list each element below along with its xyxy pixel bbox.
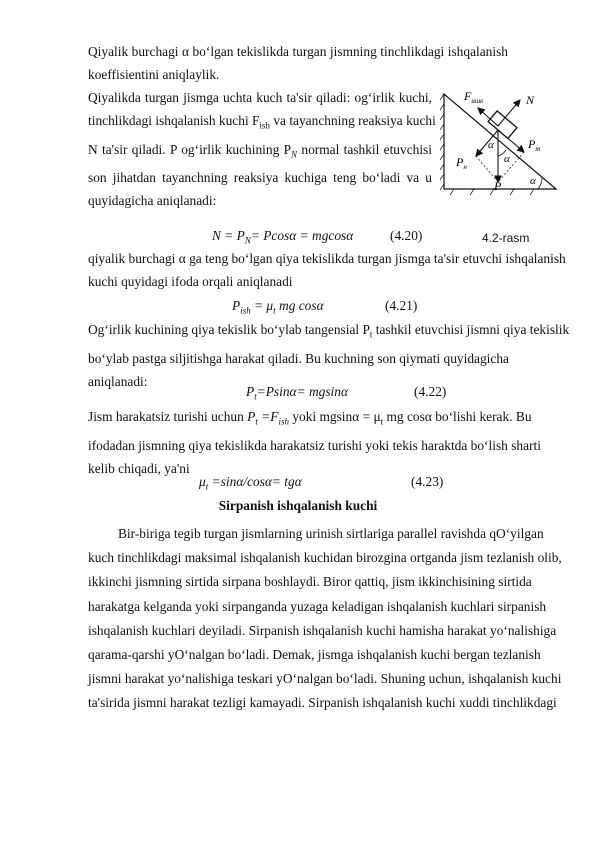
text-line: qarama-qarshi yO‘nalgan bo‘ladi. Demak, jismga ishqalanish kuchi bergan tezlanish xyxy=(88,647,541,663)
dashed-projection-1 xyxy=(498,152,524,182)
text-line: bo‘ylab pastga siljitishga harakat qiladi. Bu kuchning son qiymati quyidagicha xyxy=(88,350,509,366)
alpha-label-1: α xyxy=(488,139,494,151)
normal-component-arrow xyxy=(476,130,498,156)
text-line: Jism harakatsiz turishi uchun $P_t =F_{ish}$ yoki $mgsin\alpha = \mu_t$ mg cosα bo‘lishi kerak. Bu xyxy=(88,409,532,427)
normal-force-label: N xyxy=(526,93,535,107)
paragraph-intro xyxy=(88,40,508,86)
alpha-arc-base xyxy=(538,178,542,189)
text-line: ifodadan jismning qiya tekislikda harakatsiz turishi yoki tekis haraktda bo‘lish sharti xyxy=(88,437,541,453)
equation-number: (4.23) xyxy=(411,474,444,489)
text-line: ishqalanish kuchlari deyiladi. Sirpanish ishqalanish kuchi hamisha harakat yo‘nalishiga xyxy=(88,622,557,638)
text-line: koeffisientini aniqlaylik. xyxy=(88,67,220,82)
equation-number: (4.21) xyxy=(385,298,418,313)
alpha-label-3: α xyxy=(530,175,536,187)
equation-4-20: $N = P_N= Pcos\alpha = mgcos\alpha$ xyxy=(212,228,354,246)
equation-number: (4.20) xyxy=(390,228,423,243)
gravity-label: P xyxy=(494,179,502,193)
text-line: kuchi quyidagi ifoda orqali aniqlanadi xyxy=(88,274,293,289)
equation-4-23: $\mu_t =\sin\alpha/\cos\alpha= tg\alpha$ xyxy=(199,474,302,492)
incline-triangle xyxy=(444,94,556,189)
alpha-label-2: α xyxy=(504,153,510,165)
text-line: kuch tinchlikdagi maksimal ishqalanish kuchidan birozgina ortganda jism tezlanish olib, xyxy=(88,550,562,566)
text-line: harakatga kelganda yoki sirpanganda yuzaga keladigan ishqalanish kuchlari sirpanish xyxy=(88,598,547,614)
text-line: ikkinchi jismning sirtida sirpana boshlaydi. Biror qattiq, jism ikkinchisining sirtida xyxy=(88,574,532,590)
text-line: kelib chiqadi, ya'ni xyxy=(88,460,190,476)
text-line: son jihatdan tayanchning reaksiya kuchiga teng bo‘ladi va u xyxy=(88,170,432,186)
text-line: Qiyalikda turgan jismga uchta kuch ta'sir qiladi: og‘irlik kuchi, xyxy=(88,90,432,105)
paragraph-rest-condition xyxy=(88,405,541,480)
text-line: N ta'sir qiladi. P og‘irlik kuchining $P_N$ normal tashkil etuvchisi xyxy=(88,141,432,160)
paragraph-tangential xyxy=(88,318,570,393)
text-line: qiyalik burchagi α ga teng bo‘lgan qiya tekislikda turgan jismga ta'sir etuvchi ishqalanish xyxy=(88,251,566,266)
equation-number: (4.22) xyxy=(414,384,447,399)
text-line: quyidagicha aniqlanadi: xyxy=(88,193,217,209)
incline-hatching xyxy=(440,94,534,195)
text-line: ta'sirida jismni harakat tezligi kamayadi. Sirpanish ishqalanish kuchi xuddi tinchlikdagi xyxy=(88,695,557,711)
equation-4-22: $P_t=Psin\alpha= mgsin\alpha$ xyxy=(246,384,348,402)
text-line: Og‘irlik kuchining qiya tekislik bo‘ylab tangensial $P_t$ tashkil etuvchisi jismni qiya tekislik xyxy=(88,322,570,340)
text-line: Bir-biriga tegib turgan jismlarning urinish sirtlariga parallel ravishda qO‘yilgan xyxy=(118,526,544,541)
friction-force-label: $F_{ишк}$ xyxy=(464,89,484,105)
equation-4-21: $P_{ish} = \mu_t$ mg cosα xyxy=(232,298,324,316)
normal-component-label: $P_н$ xyxy=(456,155,467,171)
paragraph-sliding-friction xyxy=(88,522,562,716)
text-line: aniqlanadi: xyxy=(88,373,148,389)
paragraph-friction-expression xyxy=(88,247,566,293)
text-line: jismni harakat yo‘nalishiga teskari yO‘nalgan bo‘ladi. Shuning uchun, ishqalanish kuchi xyxy=(88,671,562,687)
paragraph-forces xyxy=(88,86,436,212)
section-heading: Sirpanish ishqalanish kuchi xyxy=(218,498,378,513)
tangential-component-label: $P_т$ xyxy=(528,137,541,153)
text-line: Qiyalik burchagi α bo‘lgan tekislikda turgan jismning tinchlikdagi ishqalanish xyxy=(88,44,508,59)
inclined-plane-diagram xyxy=(440,86,560,204)
figure-caption: 4.2-rasm xyxy=(482,231,530,245)
text-line: tinchlikdagi ishqalanish kuchi $F_{ish}$ va tayanchning reaksiya kuchi xyxy=(88,113,436,131)
